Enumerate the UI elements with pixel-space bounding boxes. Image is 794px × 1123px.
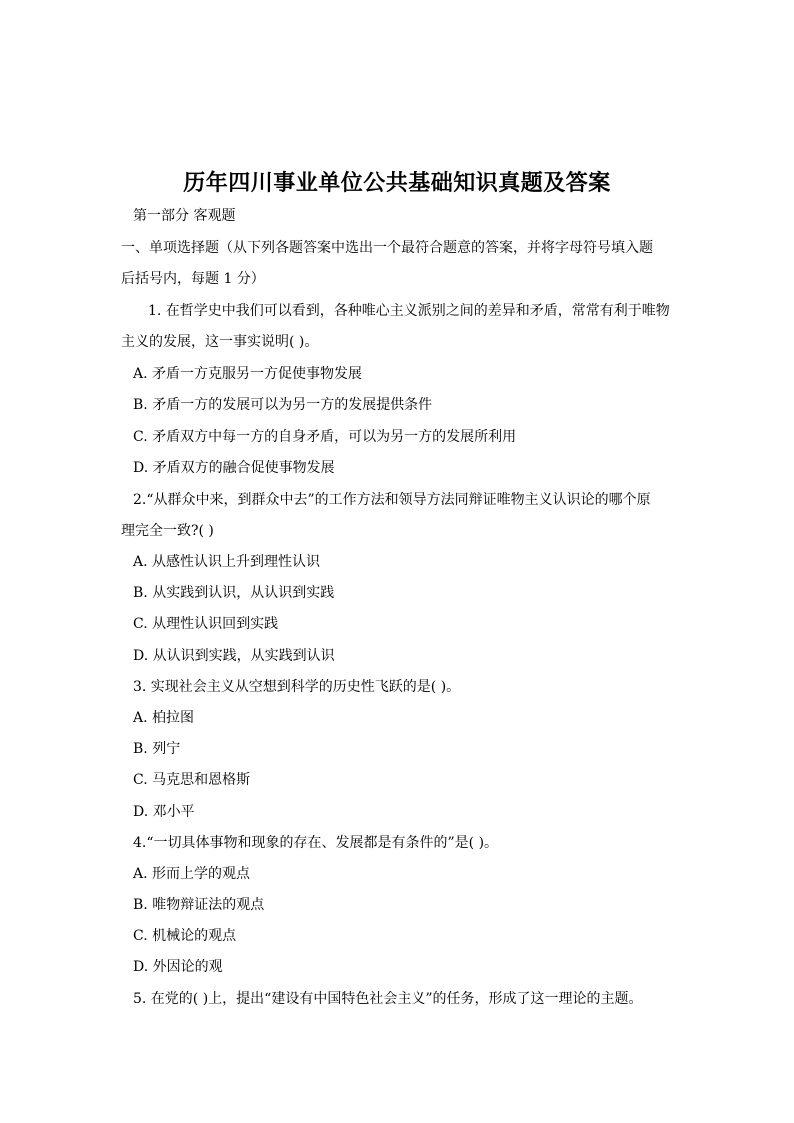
question-4-line-1: 4.“一切具体事物和现象的存在、发展都是有条件的”是( )。: [133, 835, 499, 851]
question-2-option-b: B. 从实践到认识，从认识到实践: [133, 585, 335, 601]
question-3-line-1: 3. 实现社会主义从空想到科学的历史性飞跃的是( )。: [133, 679, 461, 695]
question-4-option-c: C. 机械论的观点: [133, 928, 237, 944]
question-3-option-a: A. 柏拉图: [133, 710, 195, 726]
question-2-line-2: 理完全一致?( ): [121, 523, 214, 539]
question-2-line-1: 2.“从群众中来，到群众中去”的工作方法和领导方法同辩证唯物主义认识论的哪个原: [133, 492, 651, 508]
question-3-option-c: C. 马克思和恩格斯: [133, 772, 251, 788]
question-1-line-1: 1. 在哲学史中我们可以看到，各种唯心主义派别之间的差异和矛盾，常常有利于唯物: [148, 303, 670, 319]
question-1-line-2: 主义的发展，这一事实说明( )。: [121, 334, 319, 350]
question-3-option-d: D. 邓小平: [133, 804, 195, 820]
question-2-option-d: D. 从认识到实践，从实践到认识: [133, 648, 335, 664]
question-2-option-a: A. 从感性认识上升到理性认识: [133, 554, 321, 570]
instruction-line-2: 后括号内，每题 1 分）: [121, 271, 265, 287]
question-1-option-a: A. 矛盾一方克服另一方促使事物发展: [133, 366, 363, 382]
question-1-option-c: C. 矛盾双方中每一方的自身矛盾，可以为另一方的发展所利用: [133, 429, 517, 445]
question-1-option-d: D. 矛盾双方的融合促使事物发展: [133, 460, 335, 476]
instruction-line-1: 一、单项选择题（从下列各题答案中选出一个最符合题意的答案，并将字母符号填入题: [121, 240, 653, 256]
document-title: 历年四川事业单位公共基础知识真题及答案: [183, 170, 611, 196]
question-3-option-b: B. 列宁: [133, 741, 181, 757]
question-2-option-c: C. 从理性认识回到实践: [133, 616, 279, 632]
question-1-option-b: B. 矛盾一方的发展可以为另一方的发展提供条件: [133, 397, 433, 413]
section-heading: 第一部分 客观题: [133, 208, 236, 224]
question-4-option-d: D. 外因论的观: [133, 959, 223, 975]
question-5-line-1: 5. 在党的( )上，提出“建设有中国特色社会主义”的任务，形成了这一理论的主题。: [133, 991, 643, 1007]
question-4-option-a: A. 形而上学的观点: [133, 866, 251, 882]
question-4-option-b: B. 唯物辩证法的观点: [133, 897, 265, 913]
